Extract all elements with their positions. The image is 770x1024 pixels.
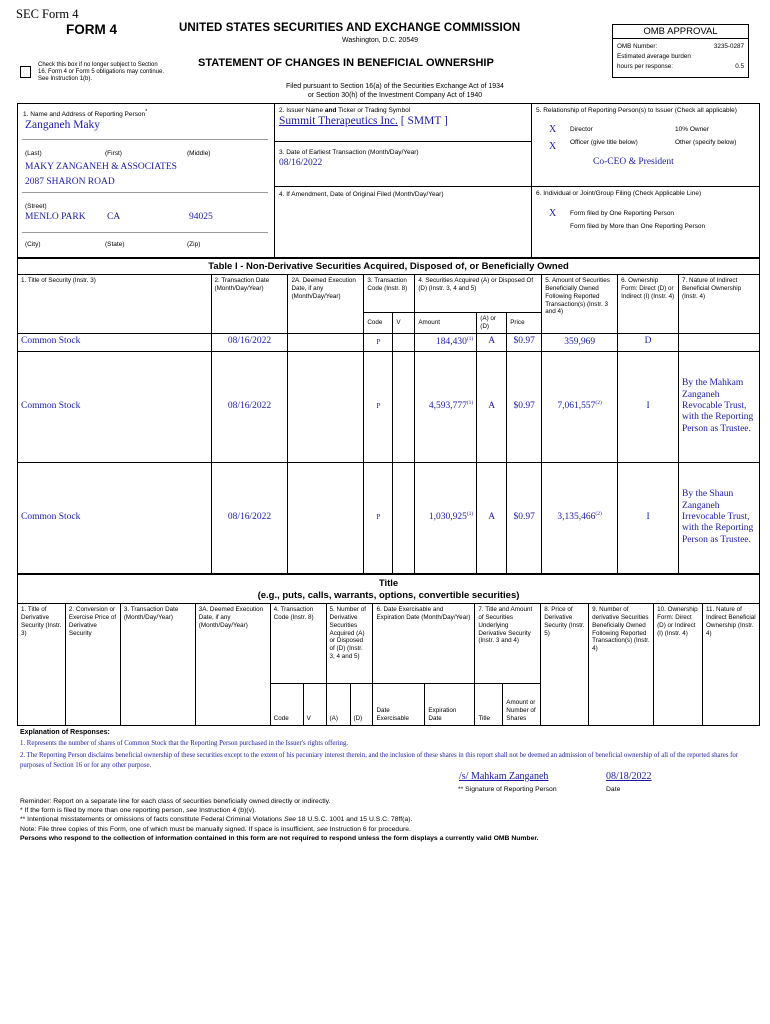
t2-subheader-code: Code: [270, 684, 303, 726]
zip-label: (Zip): [187, 241, 201, 248]
table-1: [17, 258, 760, 574]
t2-header-price: 8. Price of Derivative Security (Instr. 5): [541, 604, 589, 726]
reporting-person-city: MENLO PARK: [25, 212, 86, 222]
reporting-person-address: 2087 SHARON ROAD: [25, 177, 115, 187]
table-2-title-line: Title: [378, 578, 399, 589]
t1-form: I: [618, 351, 679, 462]
box4-label: 4. If Amendment, Date of Original Filed (Month/Day/Year): [279, 191, 444, 198]
t1-subheader-ad: (A) or (D): [477, 313, 507, 334]
t1-header-code: 3. Transaction Code (Instr. 8): [364, 275, 415, 313]
t1-subheader-code: Code: [364, 313, 393, 334]
t2-header-nature: 11. Nature of Indirect Beneficial Ownership (Instr. 4): [703, 604, 760, 726]
omb-number-label: OMB Number:: [617, 43, 658, 50]
state-label: (State): [105, 241, 125, 248]
signature-name: /s/ Mahkam Zanganeh: [459, 771, 549, 782]
reporting-person-company: MAKY ZANGANEH & ASSOCIATES: [25, 162, 177, 172]
omb-approval-box: [612, 24, 749, 78]
t1-deemed-date: [288, 333, 364, 351]
t1-header-date: 2. Transaction Date (Month/Day/Year): [211, 275, 288, 334]
t1-security: Common Stock: [18, 333, 212, 351]
t2-header-owned: 9. Number of derivative Securities Beneficially Owned Following Reported Transaction(s) (Instr. 4): [589, 604, 654, 726]
date-label: Date: [606, 786, 621, 793]
t1-header-deemed-date: 2A. Deemed Execution Date, if any (Month/Day/Year): [288, 275, 364, 334]
t1-security: Common Stock: [18, 351, 212, 462]
officer-mark: X: [549, 141, 557, 152]
t2-header-title: 1. Title of Derivative Security (Instr. 3): [18, 604, 66, 726]
t1-v: [393, 462, 415, 573]
last-label: (Last): [25, 150, 42, 157]
t1-subheader-price: Price: [507, 313, 542, 334]
other-label: Other (specify below): [675, 139, 737, 146]
t1-code: P: [364, 462, 393, 573]
filed-pursuant-line-1: Filed pursuant to Section 16(a) of the Securities Exchange Act of 1934: [286, 83, 504, 90]
omb-hours-row: [617, 62, 744, 72]
form-title: FORM 4: [66, 22, 118, 37]
filed-pursuant-line-2: or Section 30(h) of the Investment Company Act of 1940: [307, 91, 483, 99]
t2-header-underlying: 7. Title and Amount of Securities Underlying Derivative Security (Instr. 3 and 4): [475, 604, 541, 684]
t1-nature: By the Shaun Zanganeh Irrevocable Trust, with the Reporting Person as Trustee.: [679, 462, 760, 573]
issuer-name: [279, 115, 448, 127]
omb-burden-label: Estimated average burden: [617, 52, 691, 60]
ten-percent-owner-label: 10% Owner: [675, 126, 709, 133]
t1-price: $0.97: [507, 351, 542, 462]
reporting-person-zip: 94025: [189, 212, 213, 222]
t2-subheader-a: (A): [326, 684, 350, 726]
box1-label: 1. Name and Address of Reporting Person*: [23, 109, 148, 119]
footer-star2: ** Intentional misstatements or omissions of facts constitute Federal Criminal Violations See 18 U.S.C. 1001 and 15 U.S.C. 78ff(a).: [20, 816, 413, 824]
table-2-title: [17, 574, 760, 603]
t1-deemed-date: [288, 351, 364, 462]
one-person-mark: X: [549, 208, 557, 219]
t1-header-title: 1. Title of Security (Instr. 3): [18, 275, 212, 334]
t1-v: [393, 333, 415, 351]
t1-nature: By the Mahkam Zanganeh Revocable Trust, with the Reporting Person as Trustee.: [679, 351, 760, 462]
t1-amount: 4,593,777$^{(1)}$: [415, 351, 477, 462]
omb-number-value: 3235-0287: [713, 43, 744, 50]
t1-price: $0.97: [507, 462, 542, 573]
table-1-title: Table I - Non-Derivative Securities Acquired, Disposed of, or Beneficially Owned: [17, 258, 760, 274]
t1-v: [393, 351, 415, 462]
t1-header-acquired: 4. Securities Acquired (A) or Disposed Of (D) (Instr. 3, 4 and 5): [415, 275, 542, 313]
t2-header-exercisable: 6. Date Exercisable and Expiration Date (Month/Day/Year): [373, 604, 475, 684]
section16-checkbox-label: Check this box if no longer subject to Section 16. Form 4 or Form 5 obligations may continue. See Instruction 1(b).: [38, 62, 165, 83]
t1-nature: [679, 333, 760, 351]
box2-label: 2. Issuer Name and Ticker or Trading Symbol: [279, 107, 411, 114]
t2-header-number: 5. Number of Derivative Securities Acquired (A) or Disposed of (D) (Instr. 3, 4 and 5): [326, 604, 373, 684]
t1-code: P: [364, 351, 393, 462]
t2-header-deemed-date: 3A. Deemed Execution Date, if any (Month/Day/Year): [195, 604, 270, 726]
t2-header-conversion: 2. Conversion or Exercise Price of Derivative Security: [65, 604, 120, 726]
t2-subheader-expiration: Expiration Date: [425, 684, 475, 726]
omb-hours-label: hours per response:: [617, 62, 674, 70]
city-label: (City): [25, 241, 41, 248]
t1-date: 08/16/2022: [211, 351, 288, 462]
t1-date: 08/16/2022: [211, 333, 288, 351]
multiple-persons-label: Form filed by More than One Reporting Person: [570, 223, 706, 230]
omb-hours-value: 0.5: [735, 62, 744, 70]
signature-label: ** Signature of Reporting Person: [458, 786, 557, 793]
t2-header-form: 10. Ownership Form: Direct (D) or Indirect (I) (Instr. 4): [654, 604, 703, 726]
t1-owned: 359,969: [542, 333, 618, 351]
table-row: [18, 351, 760, 462]
agency-city: Washington, D.C. 20549: [342, 37, 419, 44]
t1-date: 08/16/2022: [211, 462, 288, 573]
officer-title: Co-CEO & President: [593, 157, 674, 167]
t1-header-nature: 7. Nature of Indirect Beneficial Ownership (Instr. 4): [679, 275, 760, 334]
statement-title: STATEMENT OF CHANGES IN BENEFICIAL OWNERSHIP: [198, 57, 494, 69]
ticker-symbol: [ SMMT ]: [400, 115, 448, 127]
signature-date: 08/18/2022: [606, 771, 652, 782]
footer: [20, 797, 755, 843]
agency-name: UNITED STATES SECURITIES AND EXCHANGE COMMISSION: [179, 22, 521, 34]
t1-price: $0.97: [507, 333, 542, 351]
table-row: [18, 333, 760, 351]
box5-label: 5. Relationship of Reporting Person(s) to Issuer (Check all applicable): [536, 107, 737, 114]
t1-owned: 7,061,557$^{(2)}$: [542, 351, 618, 462]
t2-subheader-d: (D): [350, 684, 373, 726]
t2-subheader-amount: Amount or Number of Shares: [503, 684, 541, 726]
t2-subheader-date-exercisable: Date Exercisable: [373, 684, 425, 726]
t1-form: I: [618, 462, 679, 573]
one-person-label: Form filed by One Reporting Person: [570, 210, 675, 217]
first-label: (First): [105, 150, 122, 157]
t1-form: D: [618, 333, 679, 351]
t1-deemed-date: [288, 462, 364, 573]
director-mark: X: [549, 124, 557, 135]
t1-header-form: 6. Ownership Form: Direct (D) or Indirect (I) (Instr. 4): [618, 275, 679, 334]
doc-label: SEC Form 4: [16, 7, 79, 21]
omb-number-row: [617, 42, 744, 52]
t2-header-date: 3. Transaction Date (Month/Day/Year): [120, 604, 195, 726]
table-2-subtitle: (e.g., puts, calls, warrants, options, convertible securities): [257, 590, 520, 601]
director-label: Director: [570, 126, 593, 133]
t1-owned: 3,135,466$^{(2)}$: [542, 462, 618, 573]
box3-label: 3. Date of Earliest Transaction (Month/Day/Year): [279, 149, 419, 156]
footnote-2: 2. The Reporting Person disclaims beneficial ownership of these securities except to the extent of his pecuniary interest therein, and the inclusion of these shares in this report shall not be deemed an admission of beneficial ownership of all of the reported shares for purposes of Section 16 or for any other purpose.: [20, 752, 739, 769]
t1-code: P: [364, 333, 393, 351]
reporting-person-state: CA: [107, 212, 121, 222]
t1-subheader-v: V: [393, 313, 415, 334]
earliest-transaction-date: 08/16/2022: [279, 158, 323, 168]
t1-security: Common Stock: [18, 462, 212, 573]
table-row: [18, 462, 760, 573]
section16-checkbox[interactable]: [20, 66, 31, 78]
table-2: [17, 574, 760, 726]
explanation-heading: Explanation of Responses:: [20, 729, 110, 736]
footnote-1: 1. Represents the number of shares of Common Stock that the Reporting Person purchased in the Issuer's rights offering.: [20, 740, 349, 747]
box6-label: 6. Individual or Joint/Group Filing (Check Applicable Line): [536, 190, 702, 197]
omb-title: OMB APPROVAL: [613, 25, 748, 39]
reminder-text: Reminder: Report on a separate line for each class of securities beneficially owned directly or indirectly.: [20, 798, 331, 805]
t2-subheader-v: V: [303, 684, 326, 726]
t1-ad: A: [477, 351, 507, 462]
t1-amount: 1,030,925$^{(1)}$: [415, 462, 477, 573]
footer-star1: * If the form is filed by more than one reporting person, see Instruction 4 (b)(v).: [20, 807, 257, 815]
t2-subheader-title: Title: [475, 684, 503, 726]
filed-pursuant: [250, 83, 540, 101]
t1-subheader-amount: Amount: [415, 313, 477, 334]
officer-label: Officer (give title below): [570, 139, 638, 146]
footer-note: Note: File three copies of this Form, one of which must be manually signed. If space is insufficient, see Instruction 6 for procedure.: [20, 825, 411, 833]
reporting-person-name: Zanganeh Maky: [25, 119, 101, 131]
t1-header-owned: 5. Amount of Securities Beneficially Owned Following Reported Transaction(s) (Instr. 3 and 4): [542, 275, 618, 334]
t1-ad: A: [477, 462, 507, 573]
issuer-link[interactable]: Summit Therapeutics Inc.: [279, 115, 398, 127]
street-label: (Street): [25, 203, 47, 210]
t1-amount: 184,430$^{(1)}$: [415, 333, 477, 351]
middle-label: (Middle): [187, 150, 211, 157]
t1-ad: A: [477, 333, 507, 351]
footer-persons: Persons who respond to the collection of information contained in this form are not required to respond unless the form displays a currently valid OMB Number.: [20, 834, 539, 842]
t2-header-code: 4. Transaction Code (Instr. 8): [270, 604, 326, 684]
